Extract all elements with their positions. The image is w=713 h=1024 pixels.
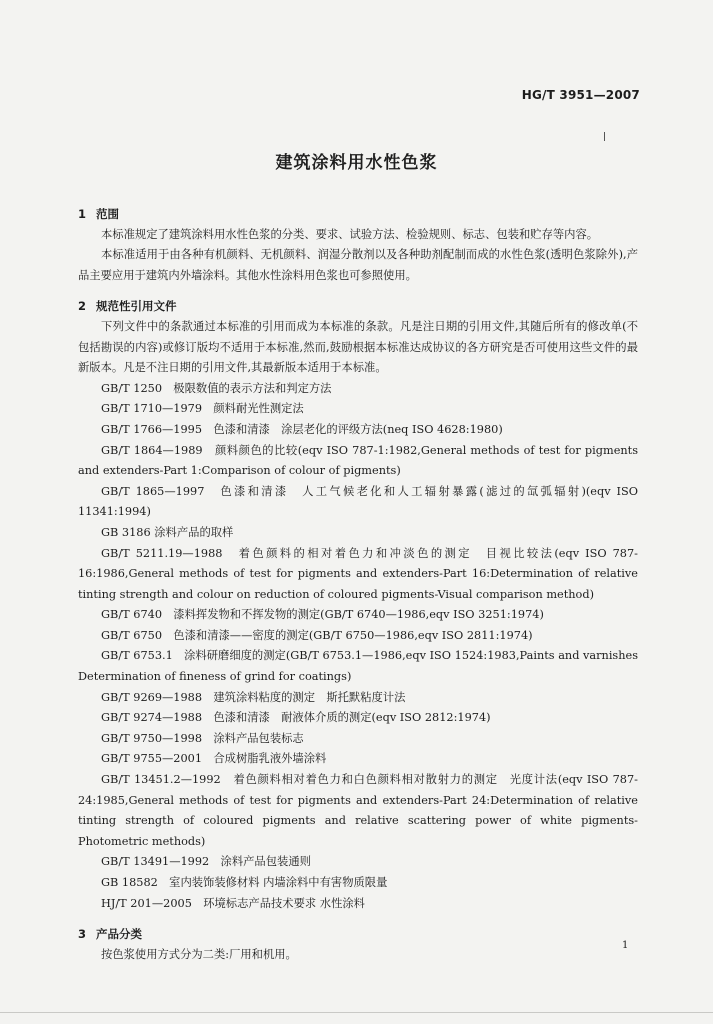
section-number: 2 — [78, 299, 87, 314]
reference-item: GB/T 9755—2001 合成树脂乳液外墙涂料 — [101, 752, 327, 766]
reference-item: GB/T 1710—1979 颜料耐光性测定法 — [101, 402, 304, 416]
reference-item: GB/T 1865—1997 色漆和清漆 人工气候老化和人工辐射暴露(滤过的氙弧辐射)(eqv ISO 11341:1994) — [78, 484, 638, 519]
reference-item: GB/T 6740 漆料挥发物和不挥发物的测定(GB/T 6740—1986,eqv ISO 3251:1974) — [101, 608, 544, 622]
reference-item: GB/T 13451.2—1992 着色颜料相对着色力和白色颜料相对散射力的测定 光度计法(eqv ISO 787-24:1985,General methods of test for pigments and extenders-Part 24:Determination of relative tinting strength of coloured pigments and relative scattering power of white pigments-Photometric methods) — [78, 773, 638, 848]
reference-item: GB/T 9269—1988 建筑涂料粘度的测定 斯托默粘度计法 — [101, 690, 406, 704]
reference-item: GB 3186 涂料产品的取样 — [101, 525, 234, 539]
standard-code: HG/T 3951—2007 — [521, 88, 640, 102]
section-number: 1 — [78, 207, 87, 221]
reference-item: GB/T 9274—1988 色漆和清漆 耐液体介质的测定(eqv ISO 2812:1974) — [101, 711, 491, 725]
section-title: 产品分类 — [96, 927, 142, 942]
paragraph: 下列文件中的条款通过本标准的引用而成为本标准的条款。凡是注日期的引用文件,其随后所有的修改单(不包括勘误的内容)或修订版均不适用于本标准,然而,鼓励根据本标准达成协议的各方研究是否可使用这些文件的最新版本。凡是不注日期的引用文件,其最新版本适用于本标准。 — [78, 319, 638, 375]
margin-mark — [604, 132, 605, 141]
document-body — [78, 204, 638, 965]
reference-item: GB/T 1766—1995 色漆和清漆 涂层老化的评级方法(neq ISO 4628:1980) — [101, 422, 503, 436]
section-heading-classification — [78, 924, 638, 945]
page-edge — [0, 1012, 713, 1013]
section-heading-scope — [78, 204, 638, 225]
section-title: 范围 — [96, 207, 119, 221]
paragraph: 本标准适用于由各种有机颜料、无机颜料、润湿分散剂以及各种助剂配制而成的水性色浆(透明色浆除外),产品主要应用于建筑内外墙涂料。其他水性涂料用色浆也可参照使用。 — [78, 248, 638, 282]
document-title: 建筑涂料用水性色浆 — [275, 153, 438, 173]
page-number: 1 — [622, 940, 629, 951]
reference-item: GB/T 9750—1998 涂料产品包装标志 — [101, 731, 304, 745]
reference-item: GB/T 1250 极限数值的表示方法和判定方法 — [101, 381, 332, 395]
reference-item: GB/T 5211.19—1988 着色颜料的相对着色力和冲淡色的测定 目视比较法(eqv ISO 787-16:1986,General methods of test for pigments and extenders-Part 16:Determination of relative tinting strength and colour on reduction of coloured pigments-Visual comparison method) — [78, 546, 638, 601]
paragraph: 按色浆使用方式分为二类:厂用和机用。 — [101, 947, 297, 961]
section-title: 规范性引用文件 — [96, 299, 177, 314]
reference-item: HJ/T 201—2005 环境标志产品技术要求 水性涂料 — [101, 896, 365, 910]
reference-item: GB/T 6750 色漆和清漆——密度的测定(GB/T 6750—1986,eqv ISO 2811:1974) — [101, 628, 533, 642]
paragraph: 本标准规定了建筑涂料用水性色浆的分类、要求、试验方法、检验规则、标志、包装和贮存等内容。 — [101, 227, 599, 241]
section-heading-normative-references — [78, 296, 638, 317]
reference-item: GB/T 6753.1 涂料研磨细度的测定(GB/T 6753.1—1986,eqv ISO 1524:1983,Paints and varnishes Determination of fineness of grind for coatings) — [78, 649, 638, 684]
section-number: 3 — [78, 927, 87, 942]
reference-item: GB/T 1864—1989 颜料颜色的比较(eqv ISO 787-1:1982,General methods of test for pigments and extenders-Part 1:Comparison of colour of pigments) — [78, 443, 638, 478]
reference-item: GB 18582 室内装饰装修材料 内墙涂料中有害物质限量 — [101, 876, 388, 889]
reference-item: GB/T 13491—1992 涂料产品包装通则 — [101, 855, 311, 869]
